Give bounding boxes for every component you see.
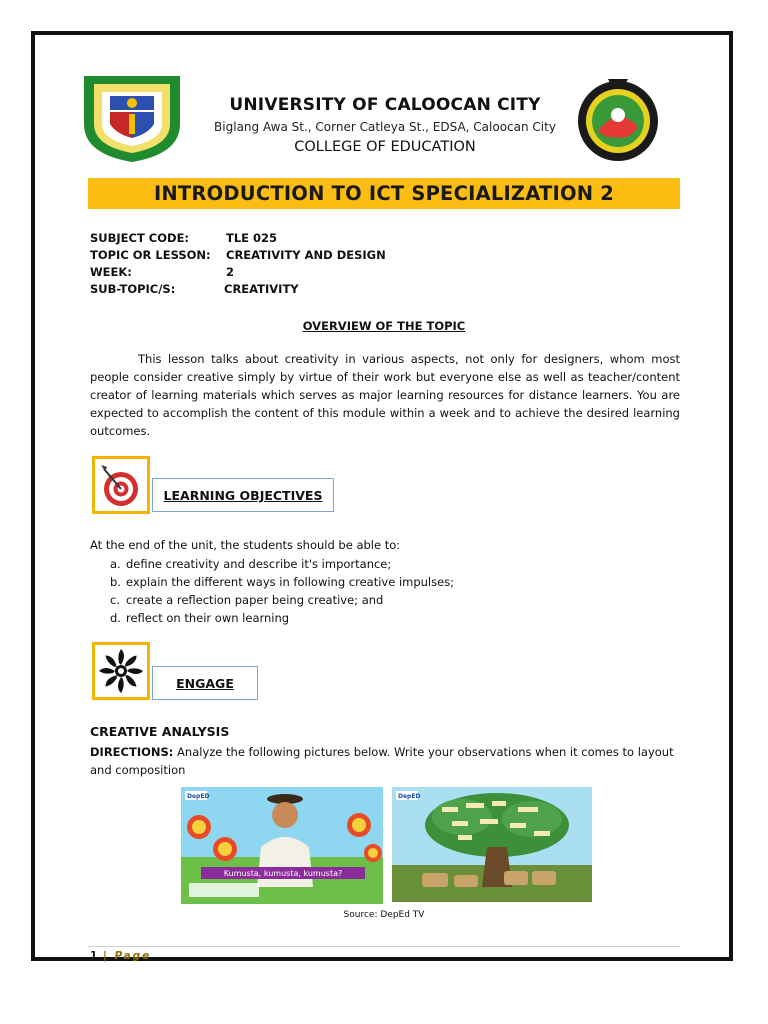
subtopic-label: SUB-TOPIC/S: — [90, 282, 176, 296]
topic-value: CREATIVITY AND DESIGN — [226, 248, 386, 262]
engage-icon-box — [92, 642, 150, 700]
module-title-bar — [88, 178, 680, 209]
university-seal-logo — [80, 72, 184, 164]
topic-row — [90, 248, 211, 262]
list-item: c. create a reflection paper being creative; and — [110, 593, 384, 607]
image-source-caption: Source: DepEd TV — [343, 910, 425, 920]
image-caption-text: Kumusta, kumusta, kumusta? — [223, 869, 343, 878]
page-number: 1 — [90, 950, 98, 962]
overview-heading: OVERVIEW OF THE TOPIC — [302, 319, 466, 333]
subject-code-value: TLE 025 — [226, 231, 278, 245]
deped-brand-left: DepED — [187, 793, 210, 800]
objectives-list — [110, 555, 454, 627]
subject-code-row — [90, 231, 189, 245]
subtopic-value: CREATIVITY — [224, 282, 299, 296]
depedtv-teacher-image — [181, 787, 383, 904]
university-address: Biglang Awa St., Corner Catleya St., EDSA, Caloocan City — [214, 120, 556, 134]
week-label: WEEK: — [90, 265, 132, 279]
deped-brand-right: DepED — [398, 793, 421, 800]
university-name: UNIVERSITY OF CALOOCAN CITY — [229, 95, 541, 115]
depedtv-tree-image — [392, 787, 592, 902]
creative-analysis-heading: CREATIVE ANALYSIS — [90, 724, 230, 739]
week-row — [90, 265, 132, 279]
subject-code-label: SUBJECT CODE: — [90, 231, 190, 245]
subtopic-row — [90, 282, 175, 296]
swirl-emblem-icon — [95, 645, 147, 697]
directions-paragraph — [90, 743, 680, 779]
week-value: 2 — [226, 265, 235, 279]
overview-paragraph: This lesson talks about creativity in various aspects, not only for designers, whom most people consider creative simply by virtue of their work but everyone else as well as teacher/content creator of learning materials which serves as major learning resources for distance learners. You are expected to accomplish the content of this module within a week and to achieve the desired learning outcomes. — [90, 352, 680, 438]
list-item: a. define creativity and describe it's importance; — [110, 557, 392, 571]
page-footer — [90, 950, 151, 962]
list-item: d. reflect on their own learning — [110, 611, 290, 625]
directions-text: Analyze the following pictures below. Write your observations when it comes to layout and composition — [90, 745, 674, 777]
page-label: | Page — [97, 950, 152, 962]
college-name: COLLEGE OF EDUCATION — [294, 139, 476, 155]
footer-divider — [88, 946, 680, 947]
college-of-education-seal-logo — [576, 75, 660, 165]
topic-label: TOPIC OR LESSON: — [90, 248, 211, 262]
module-title: INTRODUCTION TO ICT SPECIALIZATION 2 — [153, 182, 615, 205]
list-item: b. explain the different ways in following creative impulses; — [110, 575, 455, 589]
engage-label: ENGAGE — [152, 666, 258, 700]
objectives-icon-box — [92, 456, 150, 514]
target-dart-icon — [95, 459, 147, 511]
objectives-intro: At the end of the unit, the students should be able to: — [90, 538, 401, 552]
learning-objectives-label: LEARNING OBJECTIVES — [152, 478, 334, 512]
directions-label: DIRECTIONS: — [90, 745, 174, 759]
